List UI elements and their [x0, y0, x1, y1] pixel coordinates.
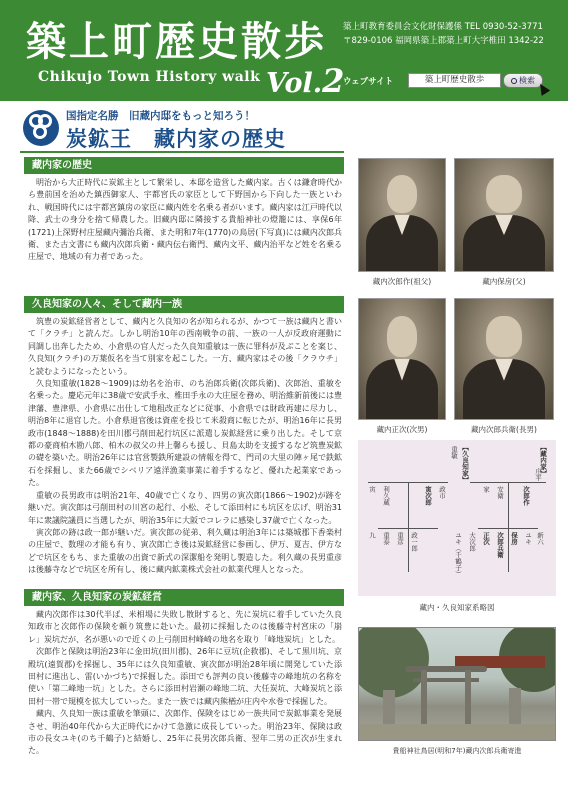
section-heading-mining: 藏内家、久良知家の炭鉱経営	[24, 589, 344, 606]
article-title: 炭鉱王 藏内家の歴史	[66, 126, 286, 151]
paragraph: 藏内次郎作は30代半ば、米相場に失敗し散財すると、先に炭坑に着手していた久良知政市と次郎作の保険を頼り筑豊に赴いた。最初に採掘したのは後藤寺村宮床の「崩レ」炭坑だが、名が悪いので近くの上弓削田村峰崎の地名を取り「峰地炭坑」とした。	[28, 610, 342, 644]
tree-name: 重泰	[382, 532, 390, 545]
tree-caption: 藏内・久良知家系略図	[419, 603, 495, 612]
paragraph: 寅次郎の跡は政一郎が継いだ。寅次郎の従弟、利久蔵は明治3年には築城郡下香楽村の庄屋で、数理の才能も有り、寅次郎亡き後は炭鉱経営に参画し、伊万、夏吉、伊方などで坑区をもち、また重敏の出資で新式の深潔船を発明し製造した。利久蔵の長男重彦は後藤寺などで坑区を所有し、後に藏内鉱業株式会社の鉱業代理人となった。	[28, 527, 342, 575]
photo-caption: 藏内次郎作(祖父)	[372, 277, 432, 286]
page-subtitle: Chikujo Town History walk	[38, 69, 261, 85]
article-kicker: 国指定名勝 旧蔵内邸をもっと知ろう！	[66, 110, 255, 122]
tree-name: 大次郎	[468, 532, 476, 552]
shrine-caption: 貴船神社鳥居(明和7年)藏内次郎兵衛寄進	[392, 747, 522, 755]
tree-name: 保房	[510, 532, 518, 545]
website-label: ウェブサイト	[343, 77, 394, 87]
tree-name: 利久蔵	[382, 486, 390, 506]
volume-prefix: Vol.	[266, 68, 323, 99]
search-button-label: 検索	[519, 76, 535, 85]
family-tree-diagram	[358, 440, 556, 596]
tree-name: 政一郎	[410, 532, 418, 552]
search-icon	[511, 78, 517, 84]
tree-name: ユキ	[524, 532, 532, 545]
tree-name: 新六	[536, 532, 544, 545]
volume-label	[266, 62, 344, 100]
portrait-photo-masatsugu	[358, 298, 446, 420]
office-info	[343, 20, 544, 48]
paragraph: 藏内、久良知一族は重敏を筆頭に、次郎作、保険をはじめ一族共同で炭鉱事業を発展させ、明治40年代から大正時代にかけて急激に成長していった。明治23年、保険は政市の長女ユキ(のち千鶴子)と結婚し、25年に長男次郎兵衛、翌年二男の正次が生まれた。	[28, 709, 342, 756]
section-body-history	[28, 177, 342, 283]
portrait-photo-yasufusa	[454, 158, 554, 272]
section-heading-families: 久良知家の人々、そして藏内一族	[24, 296, 344, 313]
paragraph: 筑豊の炭鉱経営者として、藏内と久良知の名が知られるが、かつて一族は藏内と書いて「クラチ」と読んだ。しかし明治10年の西南戦争の前、一族の一人が反政府運動に同調し出奔したため、小倉県の官人だった久良知重敏は一族に罪科が及ぶことを案じ、久良知(クラチ)の万葉仮名を当て別家を起こした。一方、藏内家はその後「クラウチ」と読むようになったという。	[28, 317, 342, 376]
paragraph: 久良知重敏(1828～1909)は幼名を治市、のち治郎兵衛(次郎兵衛)、次郎治、重敏を名乗った。慶応元年に38歳で安武手永、椎田手永の大庄屋を務め、明治維新前後には豊津藩、豊津県、小倉県に出仕して地租改正などに従事、小倉県では財政再建に尽力し、明治8年に退官した。小倉県退官後は資産を投じて米殺商に転じたが、明治16年に長男政市(1848～1888)を田川郡弓削田起行坑区に派遣し炭鉱経営に乗り出した。そして京都の豪商柏木勘八郎、柏木の叔父の井上馨らも援し、貝島太助を支援するなど筑豊炭鉱の礎を築いた。明治26年には官営製鉄所建設の情報を得て、門司の大里の陣ヶ尾で鉄鉱石を採掘し、また66歳でシベリア遠洋漁業事業に着手するなど、優れた起業家であった。	[28, 379, 342, 488]
tree-name: ユキ（千鶴子）	[454, 532, 462, 578]
shrine-torii-photo	[358, 627, 556, 741]
header-banner	[0, 0, 568, 101]
portrait-photo-jirosaku	[358, 158, 446, 272]
family-crest-icon	[23, 110, 59, 146]
tree-name: 寅	[368, 486, 376, 493]
section-body-families	[28, 316, 342, 586]
photo-caption: 藏内保房(父)	[482, 277, 526, 286]
paragraph: 次郎作と保険は明治23年に金田坑(田川郡)、26年に豆坑(企救郡)、そして黒川坑、京殿坑(遠賀郡)を採掘し、35年には久良知重敏、寅次郎が明治28年頃に開発していた添田村に進出し、雷(いかづち)で採掘した。添田でも評判の良い後藤寺の峰地坑の名称を使い「第二峰地一坑」とした。さらに添田村岩瀬の峰地二坑、大任炭坑、大峰炭坑と添田村一帯で規模を拡大していった。また一族では藏内熊楢が庄内や水巻で採掘した。	[28, 647, 342, 706]
page-title: 築上町歴史散歩	[26, 18, 327, 65]
tree-name: 次郎兵衛	[496, 532, 504, 558]
tree-name: 寅次郎	[424, 486, 432, 506]
tree-name: 庄平	[534, 468, 542, 481]
tree-label-kurauchi: 【藏内家】	[539, 444, 547, 477]
search-input[interactable]: 築上町歴史散歩	[408, 73, 501, 88]
tree-name: 重彦	[396, 532, 404, 545]
tree-name: 安衛	[496, 486, 504, 499]
portrait-photo-jirobee	[454, 298, 554, 420]
paragraph: 明治から大正時代に炭鉱主として繁栄し、本邸を造営した藏内家。古くは鎌倉時代から豊前国を治めた鎮西御家人、宇都宮氏の家臣として下野国から下向した一族といわれ、戦国時代には宇都宮鎮房の家臣に藏内姓を名乗る者がいます。藏内家は江戸時代以降、武士の身分を捨て帰農した。旧藏内邸に隣接する貴船神社の燈籠には、享保6年(1721)上深野村庄屋藏内彌治兵衛、また明和7年(1770)の鳥居(下写真)には藏内次郎兵衛、また古文書にも藏内次郎兵衛・藏内伝右衛門、藏内文平、藏内治平など姓を名乗る庄屋で、地域の有力者であった。	[28, 178, 342, 262]
tree-name: 正次	[482, 532, 490, 545]
tree-label-kuraji: 【久良知家】	[461, 444, 469, 483]
title-divider	[20, 151, 344, 153]
photo-caption: 藏内正次(次男)	[376, 425, 428, 434]
tree-name: 重敏	[450, 446, 458, 459]
tree-name: 次郎作	[522, 486, 530, 506]
office-line-2: 〒829-0106 福岡県築上郡築上町大字椎田 1342-22	[343, 36, 544, 46]
volume-number: 2	[322, 62, 345, 100]
tree-name: 政市	[438, 486, 446, 499]
tree-name: 家	[482, 486, 490, 493]
tree-name: 九	[368, 532, 376, 539]
section-heading-history: 藏内家の歴史	[24, 157, 344, 174]
section-body-mining	[28, 609, 342, 797]
office-line-1: 築上町教育委員会文化財保護係 TEL 0930-52-3771	[343, 22, 543, 32]
photo-caption: 藏内次郎兵衛(長男)	[471, 425, 537, 434]
paragraph: 重敏の長男政市は明治21年、40歳で亡くなり、四男の寅次郎(1866～1902)が跡を継いだ。寅次郎は弓削田村の川宮の起行、小松、そして添田村にも坑区を広げ、明治31年に衆議院議員に当選したが、明治35年に大阪でコレラに感染し37歳で亡くなった。	[28, 490, 342, 525]
